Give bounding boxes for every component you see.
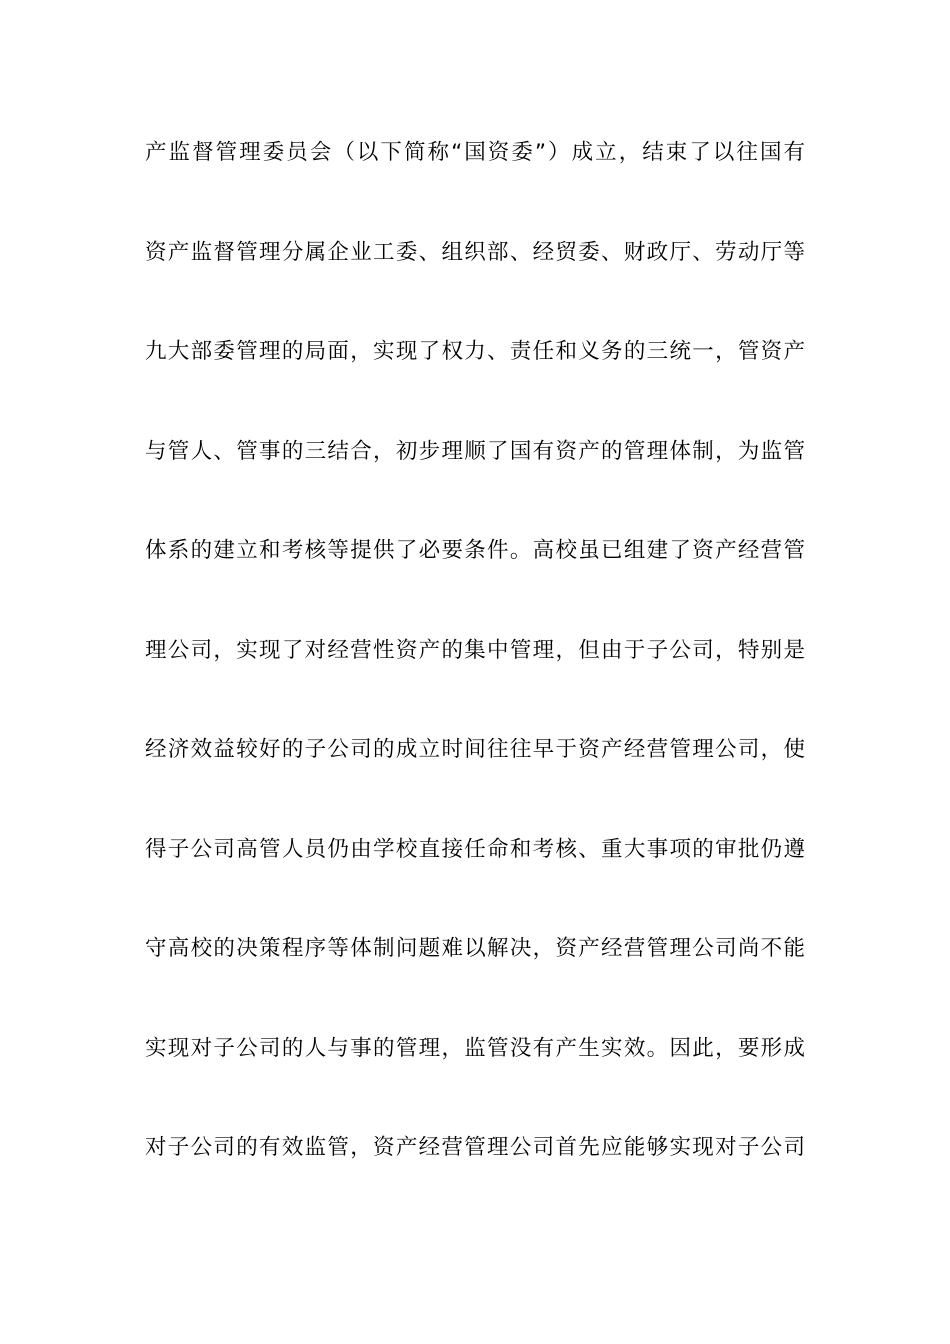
text-line: 得子公司高管人员仍由学校直接任命和考核、重大事项的审批仍遵 xyxy=(145,836,805,862)
text-line: 对子公司的有效监管，资产经营管理公司首先应能够实现对子公司 xyxy=(145,1135,805,1160)
text-line: 实现对子公司的人与事的管理，监管没有产生实效。因此，要形成 xyxy=(145,1035,805,1061)
text-line: 经济效益较好的子公司的成立时间往往早于资产经营管理公司，使 xyxy=(145,737,805,762)
text-line: 理公司，实现了对经营性资产的集中管理，但由于子公司，特别是 xyxy=(145,637,805,663)
text-line: 守高校的决策程序等体制问题难以解决，资产经营管理公司尚不能 xyxy=(145,936,805,961)
body-text xyxy=(145,130,805,1225)
text-line: 资产监督管理分属企业工委、组织部、经贸委、财政厅、劳动厅等 xyxy=(145,239,805,265)
text-line: 产监督管理委员会（以下简称“国资委”）成立，结束了以往国有 xyxy=(145,140,805,165)
text-line: 九大部委管理的局面，实现了权力、责任和义务的三统一，管资产 xyxy=(145,339,805,364)
text-line: 与管人、管事的三结合，初步理顺了国有资产的管理体制，为监管 xyxy=(145,438,805,464)
text-line: 体系的建立和考核等提供了必要条件。高校虽已组建了资产经营管 xyxy=(145,538,805,563)
